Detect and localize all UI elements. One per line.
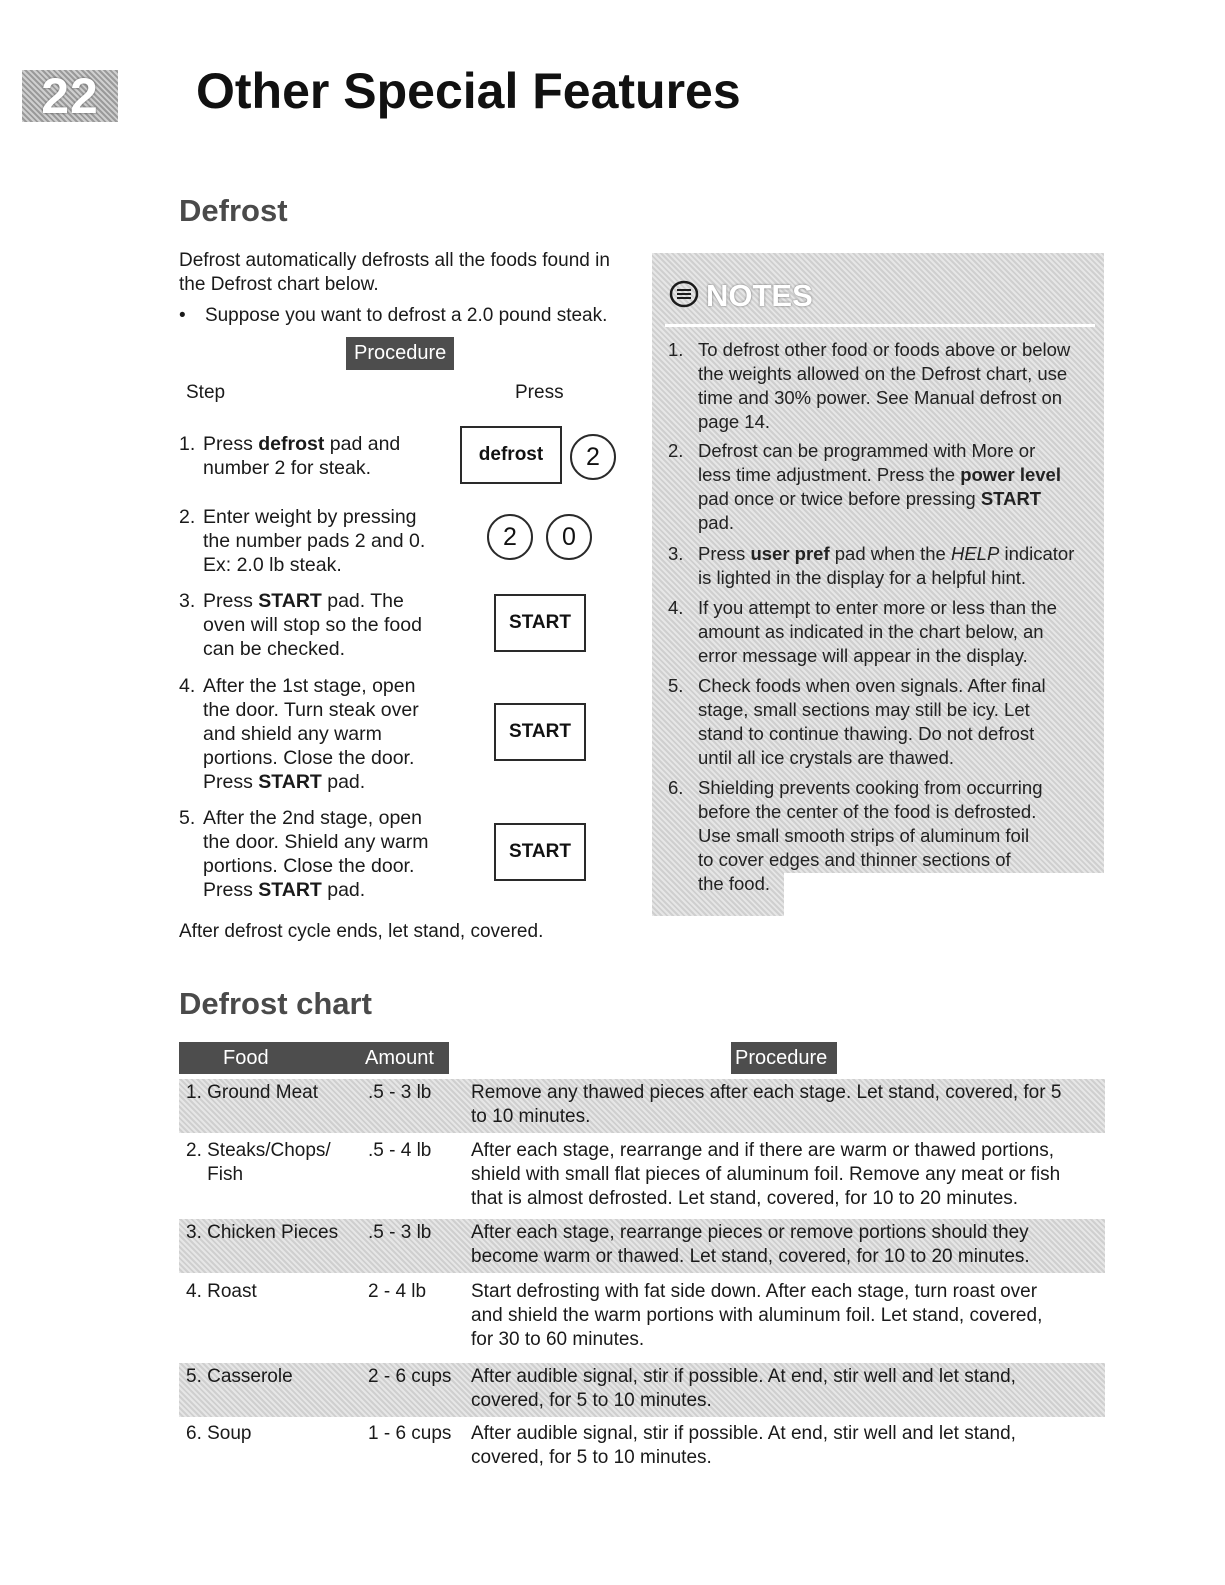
note-text: Press user pref pad when the HELP indicator is lighted in the display for a helpful hint. xyxy=(698,543,1075,588)
cell-procedure: After each stage, rearrange and if there are warm or thawed portions, shield with small flat pieces of aluminum foil. Remove any meat or fish that is almost defrosted. Let stand, covered, for 10 to 20 minutes. xyxy=(471,1140,1061,1209)
step-item xyxy=(179,674,449,794)
note-number: 2. xyxy=(668,440,684,461)
note-text: To defrost other food or foods above or below the weights allowed on the Defrost chart, use time and 30% power. See Manual defrost on page 14. xyxy=(698,339,1071,432)
note-item xyxy=(668,338,1098,434)
defrost-intro-line: the Defrost chart below. xyxy=(179,274,379,295)
note-number: 6. xyxy=(668,777,684,798)
bullet-text: Suppose you want to defrost a 2.0 pound steak. xyxy=(204,305,608,326)
notepad-icon xyxy=(668,279,700,309)
page-number: 22 xyxy=(22,70,118,122)
note-item xyxy=(668,596,1098,668)
note-number: 3. xyxy=(668,543,684,564)
notes-divider xyxy=(665,324,1095,327)
number-pad-2: 2 xyxy=(487,514,533,560)
note-item xyxy=(668,542,1098,590)
table-row xyxy=(179,1420,1105,1474)
cell-food: 4. Roast xyxy=(186,1281,257,1302)
note-number: 5. xyxy=(668,675,684,696)
step-text: Press defrost pad and number 2 for steak. xyxy=(203,433,401,479)
step-number: 4. xyxy=(179,675,196,697)
cell-food: 1. Ground Meat xyxy=(186,1082,319,1103)
chart-header-food-amount xyxy=(179,1042,449,1074)
cell-procedure: Remove any thawed pieces after each stage. Let stand, covered, for 5 to 10 minutes. xyxy=(471,1082,1062,1127)
table-row xyxy=(179,1137,1105,1215)
start-pad: START xyxy=(494,703,586,761)
step-text: Enter weight by pressing the number pads 2 and 0. Ex: 2.0 lb steak. xyxy=(203,506,426,576)
note-item xyxy=(668,776,1098,896)
start-pad: START xyxy=(494,823,586,881)
notes-header xyxy=(668,278,813,314)
cell-amount: .5 - 3 lb xyxy=(368,1082,432,1103)
table-row xyxy=(179,1219,1105,1273)
defrost-section-title: Defrost xyxy=(179,193,288,228)
step-number: 5. xyxy=(179,807,196,829)
note-text: Defrost can be programmed with More or less time adjustment. Press the power level pad once or twice before pressing START pad. xyxy=(698,440,1061,533)
step-text: After the 2nd stage, open the door. Shield any warm portions. Close the door. Press START pad. xyxy=(203,807,429,901)
page-title: Other Special Features xyxy=(196,63,741,119)
closing-text: After defrost cycle ends, let stand, covered. xyxy=(179,921,544,942)
cell-amount: 2 - 4 lb xyxy=(368,1281,427,1302)
number-pad-0: 0 xyxy=(546,514,592,560)
procedure-badge: Procedure xyxy=(346,337,454,370)
press-column-label: Press xyxy=(515,382,564,403)
cell-amount: .5 - 4 lb xyxy=(368,1140,432,1161)
step-column-label: Step xyxy=(186,382,226,403)
cell-amount: 2 - 6 cups xyxy=(368,1366,452,1387)
step-number: 3. xyxy=(179,590,196,612)
table-row xyxy=(179,1278,1105,1356)
table-row xyxy=(179,1363,1105,1417)
chart-section-title: Defrost chart xyxy=(179,986,372,1021)
chart-header-procedure xyxy=(731,1042,837,1074)
table-row xyxy=(179,1079,1105,1133)
header-food: Food xyxy=(223,1047,269,1069)
number-pad-2: 2 xyxy=(570,434,616,480)
defrost-intro xyxy=(179,249,610,297)
header-procedure: Procedure xyxy=(735,1047,828,1069)
step-item xyxy=(179,589,449,661)
cell-amount: 1 - 6 cups xyxy=(368,1423,452,1444)
defrost-intro-line: Defrost automatically defrosts all the foods found in xyxy=(179,250,610,271)
step-text: Press START pad. The oven will stop so the food can be checked. xyxy=(203,590,422,660)
cell-food: 6. Soup xyxy=(186,1423,252,1444)
step-number: 2. xyxy=(179,506,196,528)
cell-procedure: After audible signal, stir if possible. At end, stir well and let stand, covered, for 5 to 10 minutes. xyxy=(471,1423,1016,1468)
bullet-item xyxy=(179,304,607,328)
cell-food: 2. Steaks/Chops/ Fish xyxy=(186,1140,331,1185)
step-text: After the 1st stage, open the door. Turn steak over and shield any warm portions. Close the door. Press START pad. xyxy=(203,675,419,793)
step-item xyxy=(179,806,449,902)
note-number: 4. xyxy=(668,597,684,618)
cell-amount: .5 - 3 lb xyxy=(368,1222,432,1243)
note-item xyxy=(668,439,1098,535)
cell-procedure: After audible signal, stir if possible. At end, stir well and let stand, covered, for 5 to 10 minutes. xyxy=(471,1366,1016,1411)
bullet-icon: • xyxy=(179,305,186,326)
cell-procedure: After each stage, rearrange pieces or remove portions should they become warm or thawed. Let stand, covered, for 10 to 20 minutes. xyxy=(471,1222,1030,1267)
note-text: Check foods when oven signals. After final stage, small sections may still be icy. Let stand to continue thawing. Do not defrost until all ice crystals are thawed. xyxy=(698,675,1046,768)
cell-food: 5. Casserole xyxy=(186,1366,293,1387)
start-pad: START xyxy=(494,594,586,652)
step-item xyxy=(179,432,449,480)
notes-title: NOTES xyxy=(706,278,813,313)
note-text: Shielding prevents cooking from occurring before the center of the food is defrosted. Use small smooth strips of aluminum foil to cover edges and thinner sections of the food. xyxy=(698,777,1043,894)
note-item xyxy=(668,674,1098,770)
step-number: 1. xyxy=(179,433,196,455)
note-number: 1. xyxy=(668,339,684,360)
cell-procedure: Start defrosting with fat side down. After each stage, turn roast over and shield the warm portions with aluminum foil. Let stand, covered, for 30 to 60 minutes. xyxy=(471,1281,1043,1350)
step-item xyxy=(179,505,449,577)
cell-food: 3. Chicken Pieces xyxy=(186,1222,339,1243)
defrost-pad: defrost xyxy=(460,426,562,484)
note-text: If you attempt to enter more or less than the amount as indicated in the chart below, an error message will appear in the display. xyxy=(698,597,1057,666)
header-amount: Amount xyxy=(365,1047,434,1069)
